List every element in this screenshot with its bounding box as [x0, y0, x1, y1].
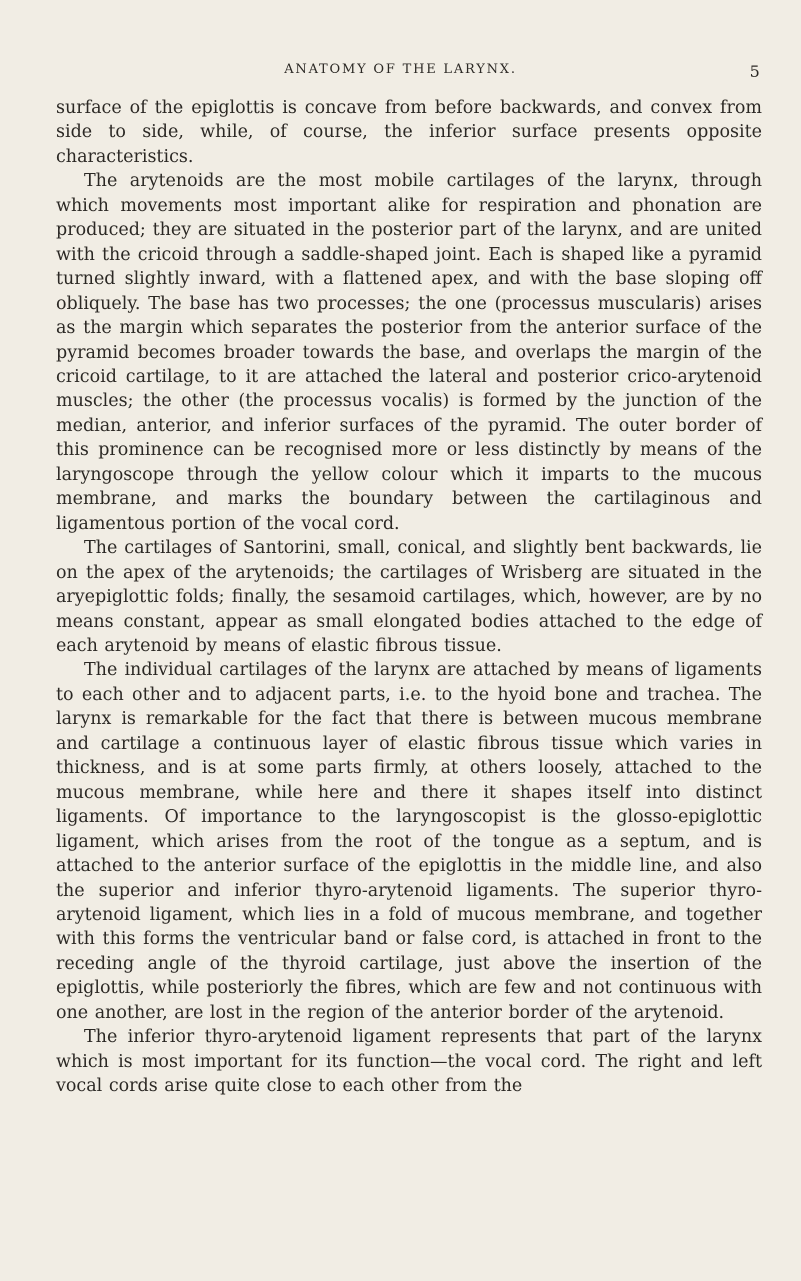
body-text — [56, 96, 762, 1099]
page-number: 5 — [749, 62, 761, 81]
running-title: ANATOMY OF THE LARYNX. — [284, 62, 517, 77]
paragraph-epiglottis-continuation: surface of the epiglottis is concave from before backwards, and convex from side to side, while, of course, the inferior surface presents opposite characteristics. — [56, 98, 762, 167]
paragraph-ligaments: The individual cartilages of the larynx are attached by means of ligaments to each other and to adjacent parts, i.e. to the hyoid bone and trachea. The larynx is remarkable for the fact that there is between mucous membrane and cartilage a continuous layer of elastic fibrous tissue which varies in thickness, and is at some parts firmly, at others loosely, attached to the mucous membrane, while here and there it shapes itself into distinct ligaments. Of importance to the laryngoscopist is the glosso-epiglottic ligament, which arises from the root of the tongue as a septum, and is attached to the anterior surface of the epiglottis in the middle line, and also the superior and inferior thyro-arytenoid ligaments. The superior thyro-arytenoid ligament, which lies in a fold of mucous membrane, and together with this forms the ventricular band or false cord, is attached in front to the receding angle of the thyroid cartilage, just above the insertion of the epiglottis, while posteriorly the fibres, which are few and not continuous with one another, are lost in the region of the anterior border of the arytenoid. — [56, 660, 762, 1023]
paragraph-arytenoids: The arytenoids are the most mobile cartilages of the larynx, through which movements most important alike for respiration and phonation are produced; they are situated in the posterior part of the larynx, and are united with the cricoid through a saddle-shaped joint. Each is shaped like a pyramid turned slightly inward, with a flattened apex, and with the base sloping off obliquely. The base has two processes; the one (processus muscularis) arises as the margin which separates the posterior from the anterior surface of the pyramid becomes broader towards the base, and overlaps the margin of the cricoid cartilage, to it are attached the lateral and posterior crico-arytenoid muscles; the other (the processus vocalis) is formed by the junction of the median, anterior, and inferior surfaces of the pyramid. The outer border of this prominence can be recognised more or less distinctly by means of the laryngoscope through the yellow colour which it imparts to the mucous membrane, and marks the boundary between the cartilaginous and ligamentous portion of the vocal cord. — [56, 171, 762, 534]
paragraph-santorini-wrisberg: The cartilages of Santorini, small, conical, and slightly bent backwards, lie on the apex of the arytenoids; the cartilages of Wrisberg are situated in the aryepiglottic folds; finally, the sesamoid cartilages, which, however, are by no means constant, appear as small elongated bodies attached to the edge of each arytenoid by means of elastic fibrous tissue. — [56, 538, 762, 656]
paragraph-inferior-thyro-arytenoid: The inferior thyro-arytenoid ligament represents that part of the larynx which is most important for its function—the vocal cord. The right and left vocal cords arise quite close to each other from the — [56, 1027, 762, 1097]
running-head — [0, 62, 801, 82]
